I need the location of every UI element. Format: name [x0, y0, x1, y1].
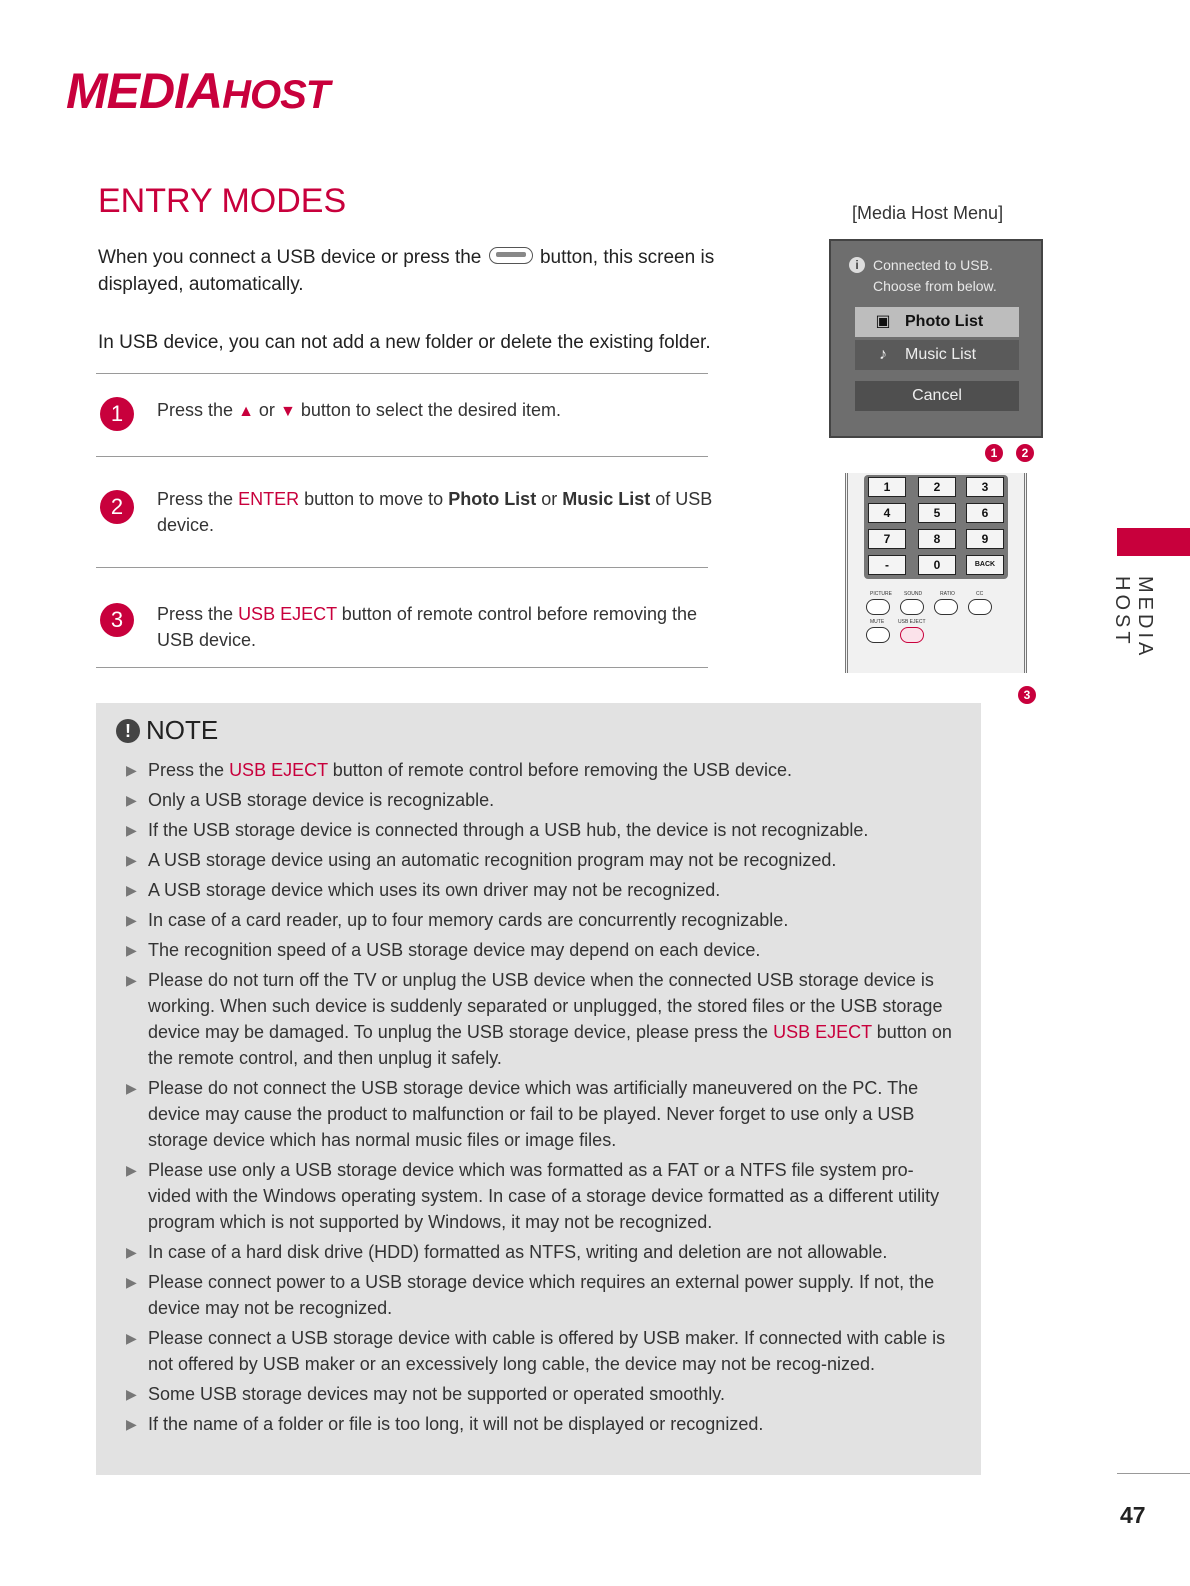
bullet-arrow-icon: ▶ — [126, 972, 137, 988]
picture-label: PICTURE — [870, 591, 892, 597]
photo-icon: ▣ — [875, 313, 891, 330]
intro-text-a: When you connect a USB device or press the — [98, 247, 482, 268]
music-list-button[interactable]: ♪ Music List — [855, 340, 1019, 370]
key-3[interactable]: 3 — [966, 477, 1004, 497]
media-host-menu — [829, 239, 1043, 438]
bullet-arrow-icon: ▶ — [126, 1244, 137, 1260]
key-6[interactable]: 6 — [966, 503, 1004, 523]
note-item: ▶ Please do not connect the USB storage device which was artificially maneuvered on the PC. The device may cause the product to malfunction or fail to be played. Never forget to use only a USB storage device which has normal music files or image files. — [126, 1075, 956, 1153]
intro-paragraph — [98, 244, 738, 298]
number-keypad — [864, 475, 1008, 579]
note-heading: ! NOTE — [116, 715, 218, 746]
intro-text-b: button, this screen is displayed, automatically. — [98, 247, 715, 295]
usb-eject-key-label: USB EJECT — [898, 619, 926, 625]
bullet-arrow-icon: ▶ — [126, 912, 137, 928]
remote-control — [845, 473, 1027, 673]
note-item: ▶ Please use only a USB storage device which was formatted as a FAT or a NTFS file system pro-vided with the Windows operating system. In case of a storage device formatted as a different utility program which is not supported by Windows, it may not be recognized. — [126, 1157, 956, 1235]
mute-button[interactable] — [866, 627, 890, 643]
usb-eject-label: USB EJECT — [238, 604, 337, 624]
logo-main: MEDIA — [66, 63, 223, 119]
bullet-arrow-icon: ▶ — [126, 1080, 137, 1096]
bullet-arrow-icon: ▶ — [126, 942, 137, 958]
bullet-arrow-icon: ▶ — [126, 1162, 137, 1178]
divider — [96, 667, 708, 668]
key-dash[interactable]: - — [868, 555, 906, 575]
ratio-button[interactable] — [934, 599, 958, 615]
divider — [96, 567, 708, 568]
step-number: 3 — [100, 603, 134, 637]
footer-rule — [1117, 1473, 1190, 1474]
bullet-arrow-icon: ▶ — [126, 852, 137, 868]
key-4[interactable]: 4 — [868, 503, 906, 523]
note-box — [96, 703, 981, 1475]
note-item: ▶ Only a USB storage device is recognizable. — [126, 787, 956, 813]
bullet-arrow-icon: ▶ — [126, 1416, 137, 1432]
note-item: ▶ Some USB storage devices may not be supported or operated smoothly. — [126, 1381, 956, 1407]
cc-button[interactable] — [968, 599, 992, 615]
warning-icon: ! — [116, 719, 140, 743]
page-number: 47 — [1120, 1502, 1146, 1528]
divider — [96, 373, 708, 374]
side-section-label: MEDIA HOST — [1111, 576, 1156, 659]
usb-eject-highlight: USB EJECT — [229, 760, 328, 780]
step-2-text: Press the ENTER button to move to Photo List or Music List of USB device. — [157, 489, 713, 535]
note-item: ▶ Please connect power to a USB storage device which requires an external power supply. If not, the device may not be recognized. — [126, 1269, 956, 1321]
note-list — [126, 757, 956, 1441]
up-arrow-icon: ▲ — [238, 403, 254, 420]
mediahost-button-icon — [489, 247, 533, 264]
bullet-arrow-icon: ▶ — [126, 762, 137, 778]
down-arrow-icon: ▼ — [279, 403, 296, 420]
key-9[interactable]: 9 — [966, 529, 1004, 549]
picture-button[interactable] — [866, 599, 890, 615]
enter-label: ENTER — [238, 489, 300, 509]
note-item: ▶ A USB storage device using an automatic recognition program may not be recognized. — [126, 847, 956, 873]
bullet-arrow-icon: ▶ — [126, 822, 137, 838]
key-back[interactable]: BACK — [966, 555, 1004, 575]
info-icon: i — [849, 257, 865, 273]
key-8[interactable]: 8 — [918, 529, 956, 549]
section-title: ENTRY MODES — [98, 182, 347, 220]
note-item: ▶ A USB storage device which uses its own driver may not be recognized. — [126, 877, 956, 903]
key-0[interactable]: 0 — [918, 555, 956, 575]
divider — [96, 456, 708, 457]
sound-button[interactable] — [900, 599, 924, 615]
bullet-arrow-icon: ▶ — [126, 882, 137, 898]
step-3-text: Press the USB EJECT button of remote control before removing the USB device. — [157, 604, 697, 650]
note-item: ▶ Press the USB EJECT button of remote control before removing the USB device. — [126, 757, 956, 783]
key-5[interactable]: 5 — [918, 503, 956, 523]
note-item: ▶ Please connect a USB storage device with cable is offered by USB maker. If connected with cable is not offered by USB maker or an excessively long cable, the device may not be recog-nized. — [126, 1325, 956, 1377]
logo-sub: HOST — [222, 73, 330, 117]
menu-caption: [Media Host Menu] — [852, 203, 1004, 223]
side-tab — [1117, 528, 1190, 556]
mediahost-logo — [66, 62, 329, 120]
mute-label: MUTE — [870, 619, 885, 625]
bullet-arrow-icon: ▶ — [126, 1386, 137, 1402]
intro-note: In USB device, you can not add a new folder or delete the existing folder. — [98, 332, 711, 353]
step-number: 1 — [100, 397, 134, 431]
sound-label: SOUND — [904, 591, 923, 597]
bullet-arrow-icon: ▶ — [126, 792, 137, 808]
key-1[interactable]: 1 — [868, 477, 906, 497]
key-2[interactable]: 2 — [918, 477, 956, 497]
note-item: ▶ If the name of a folder or file is too long, it will not be displayed or recognized. — [126, 1411, 956, 1437]
callout-3: 3 — [1018, 686, 1036, 704]
ratio-label: RATIO — [940, 591, 955, 597]
note-item: ▶ Please do not turn off the TV or unplug the USB device when the connected USB storage device is working. When such device is suddenly separated or unplugged, the stored files or the USB storage device may be damaged. To unplug the USB storage device, please press the USB EJECT button on the remote control, and then unplug it safely. — [126, 967, 956, 1071]
note-item: ▶ If the USB storage device is connected through a USB hub, the device is not recognizable. — [126, 817, 956, 843]
key-7[interactable]: 7 — [868, 529, 906, 549]
bullet-arrow-icon: ▶ — [126, 1274, 137, 1290]
callout-2: 2 — [1016, 444, 1034, 462]
cancel-button[interactable]: Cancel — [855, 381, 1019, 411]
bullet-arrow-icon: ▶ — [126, 1330, 137, 1346]
menu-info: i Connected to USB. Choose from below. — [849, 255, 1034, 297]
cc-label: CC — [976, 591, 984, 597]
note-item: ▶ In case of a hard disk drive (HDD) formatted as NTFS, writing and deletion are not allowable. — [126, 1239, 956, 1265]
note-item: ▶ The recognition speed of a USB storage device may depend on each device. — [126, 937, 956, 963]
callout-1: 1 — [985, 444, 1003, 462]
music-note-icon: ♪ — [879, 346, 887, 363]
photo-list-button[interactable]: ▣ Photo List — [855, 307, 1019, 337]
step-number: 2 — [100, 490, 134, 524]
note-item: ▶ In case of a card reader, up to four memory cards are concurrently recognizable. — [126, 907, 956, 933]
usb-eject-button[interactable] — [900, 627, 924, 643]
step-1-text: Press the ▲ or ▼ button to select the desired item. — [157, 400, 561, 420]
usb-eject-highlight: USB EJECT — [773, 1022, 872, 1042]
